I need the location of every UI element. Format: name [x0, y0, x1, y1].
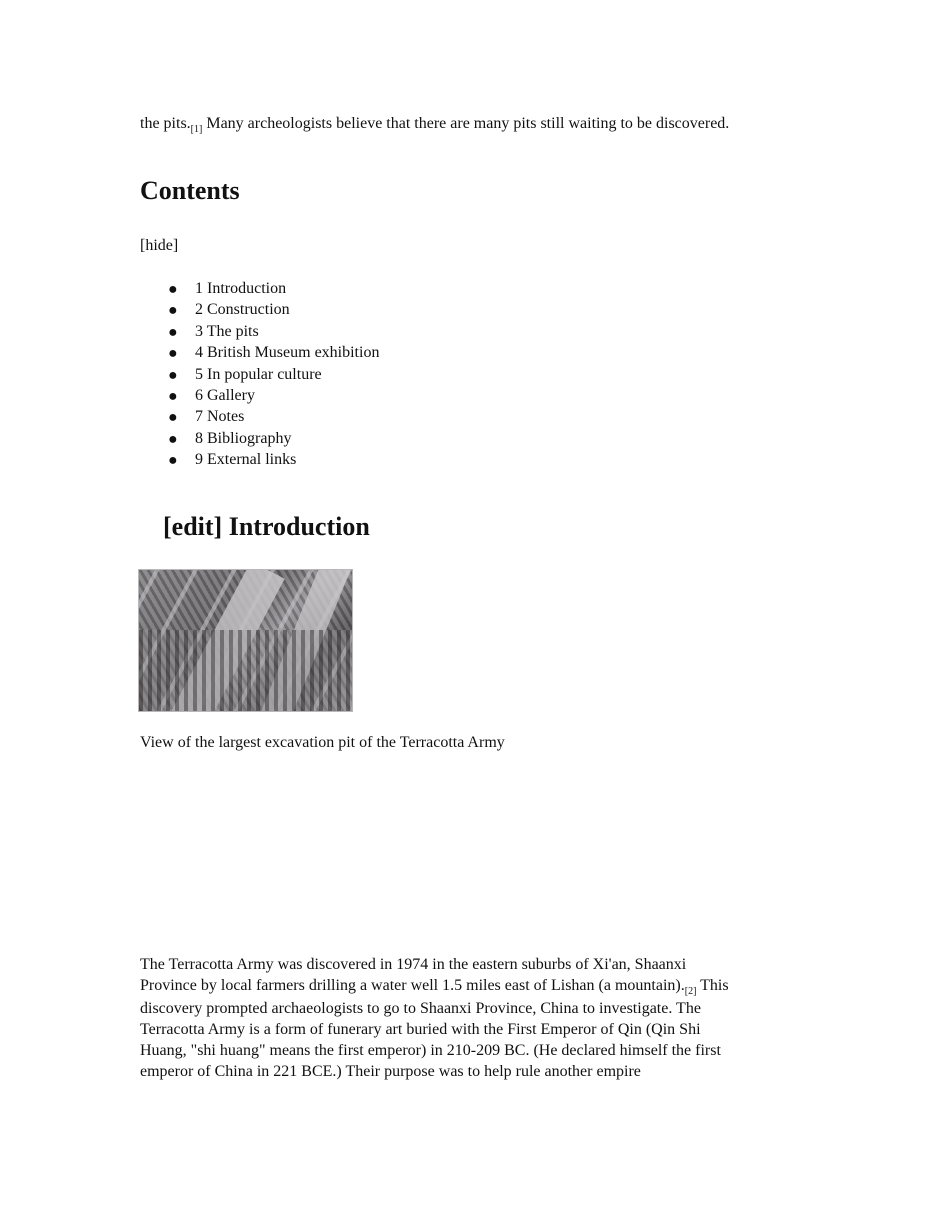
bullet-icon: ● — [168, 302, 178, 320]
body-paragraph — [140, 954, 742, 1082]
bullet-icon: ● — [168, 323, 178, 341]
edit-link[interactable]: [edit] — [163, 512, 223, 541]
footnote-ref-2[interactable]: [2] — [684, 986, 697, 997]
toc-item[interactable]: ● 2 Construction — [140, 299, 540, 320]
toc-item[interactable]: ● 4 British Museum exhibition — [140, 342, 540, 363]
bullet-icon: ● — [168, 409, 178, 427]
section-title: Introduction — [222, 512, 370, 541]
toc-item[interactable]: ● 1 Introduction — [140, 278, 540, 299]
intro-text-before: the pits. — [140, 115, 191, 132]
footnote-ref-1[interactable]: [1] — [190, 124, 203, 135]
toc-item[interactable]: ● 3 The pits — [140, 321, 540, 342]
bullet-icon: ● — [168, 281, 178, 298]
body-text-1: The Terracotta Army was discovered in 1974 in the eastern suburbs of Xi'an, Shaanxi Province by local farmers drilling a water well 1.5 miles east of Lishan (a mountain). — [140, 956, 687, 994]
bullet-icon: ● — [168, 452, 178, 470]
toc-item[interactable]: ● 9 External links — [140, 449, 540, 470]
bullet-icon: ● — [168, 430, 178, 448]
toc-item[interactable]: ● 6 Gallery — [140, 385, 540, 406]
toc-item[interactable]: ● 8 Bibliography — [140, 428, 540, 449]
toc-item[interactable]: ● 7 Notes — [140, 406, 540, 427]
contents-heading: Contents — [140, 176, 240, 205]
intro-fragment — [140, 113, 740, 136]
body-text-2: This discovery prompted archaeologists to go to Shaanxi Province, China to investigate. The Terracotta Army is a form of funerary art buried with the First Emperor of Qin (Qin Shi Huang, "shi huang" means the first emperor) in 210-209 BC. (He declared himself the first emperor of China in 221 BCE.) Their purpose was to help rule another empire — [140, 977, 729, 1080]
terracotta-army-photo-icon[interactable] — [138, 569, 353, 712]
introduction-heading — [163, 512, 370, 542]
bullet-icon: ● — [168, 345, 178, 363]
photo-figures-shape — [139, 630, 352, 711]
bullet-icon: ● — [168, 366, 178, 384]
intro-text-after: Many archeologists believe that there are many pits still waiting to be discovered. — [202, 115, 730, 132]
table-of-contents — [140, 278, 540, 471]
figure-caption: View of the largest excavation pit of the Terracotta Army — [140, 734, 505, 751]
bullet-icon: ● — [168, 388, 178, 406]
toc-hide-toggle[interactable]: [hide] — [140, 237, 179, 254]
toc-item[interactable]: ● 5 In popular culture — [140, 364, 540, 385]
